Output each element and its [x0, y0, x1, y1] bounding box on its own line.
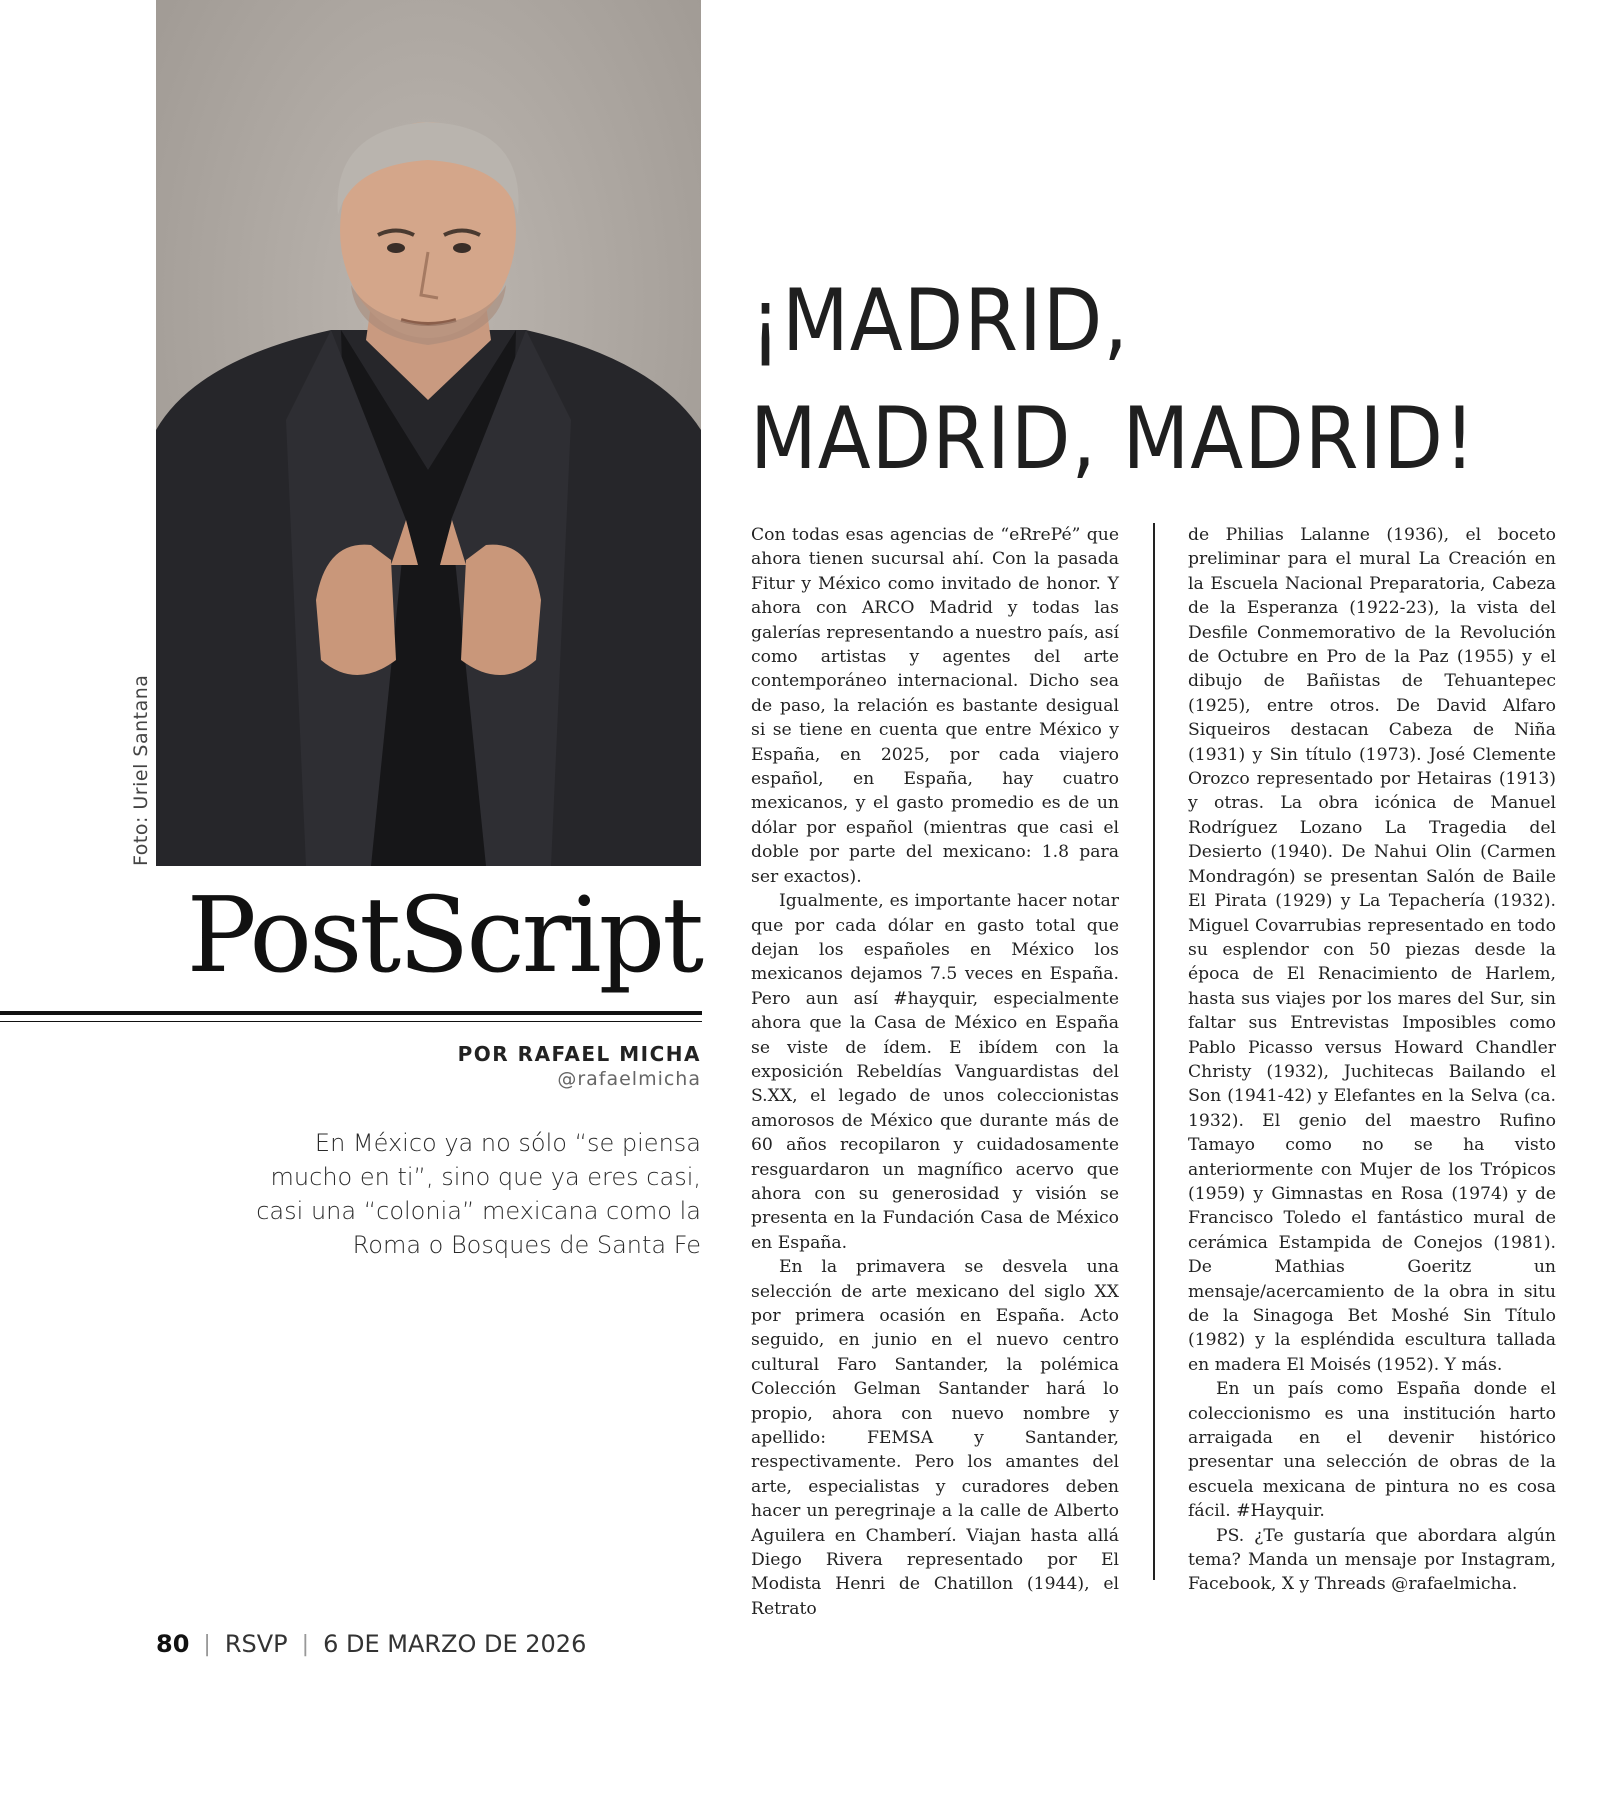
footer-separator: |: [301, 1631, 310, 1657]
pull-quote: En México ya no sólo “se piensa mucho en ti”, sino que ya eres casi, casi una “colonia” mexicana como la Roma o Bosques de Santa Fe: [256, 1129, 701, 1259]
headline-line-1: ¡MADRID,: [750, 271, 1129, 371]
column2-paragraph-1: de Philias Lalanne (1936), el boceto preliminar para el mural La Creación en la Escuela Nacional Preparatoria, Cabeza de la Esperanza (1922-23), la vista del Desfile Conmemorativo de la Revolución de Octubre en Pro de la Paz (1955) y el dibujo de Bañistas de Tehuantepec (1925), entre otros. De David Alfaro Siqueiros destacan Cabeza de Niña (1931) y Sin título (1973). José Clemente Orozco representado por Hetairas (1913) y otras. La obra icónica de Manuel Rodríguez Lozano La Tragedia del Desierto (1940). De Nahui Olin (Carmen Mondragón) se presentan Salón de Baile El Pirata (1929) y La Tepachería (1932). Miguel Covarrubias representado en todo su esplendor con 50 piezas desde la época de El Renacimiento de Harlem, hasta sus viajes por los mares del Sur, sin faltar sus Entrevistas Imposibles como Pablo Picasso versus Howard Chandler Christy (1932), Juchitecas Bailando el Son (1941-42) y Elefantes en la Selva (ca. 1932). El genio del maestro Rufino Tamayo como no se ha visto anteriormente con Mujer de los Trópicos (1959) y Gimnastas en Rosa (1974) y de Francisco Toledo el fantástico mural de cerámica Estampida de Conejos (1981). De Mathias Goeritz un mensaje/acercamiento de la obra in situ de la Sinagoga Bet Moshé Sin Título (1982) y la espléndida escultura tallada en madera El Moisés (1952). Y más.: [1188, 525, 1556, 1375]
column2-paragraph-2: En un país como España donde el coleccionismo es una institución harto arraigada en el devenir histórico presentar una selección de obras de la escuela mexicana de pintura no es cosa fácil. #Hayquir.: [1188, 1379, 1556, 1522]
section-title: PostScript: [186, 874, 701, 996]
column2-paragraph-3: PS. ¿Te gustaría que abordara algún tema? Manda un mensaje por Instagram, Facebook, X y Threads @rafaelmicha.: [1188, 1525, 1556, 1595]
section-rule-thick: [0, 1011, 702, 1015]
section-rule-thin: [0, 1021, 702, 1022]
author-portrait-photo: [156, 0, 701, 866]
photo-credit: Foto: Uriel Santana: [130, 674, 152, 866]
article-column-2: [1188, 523, 1556, 1597]
author-handle: @rafaelmicha: [557, 1068, 701, 1090]
headline-line-2: MADRID, MADRID!: [750, 389, 1476, 489]
column1-paragraph-1: Con todas esas agencias de “eRrePé” que ahora tienen sucursal ahí. Con la pasada Fitur y México como invitado de honor. Y ahora con ARCO Madrid y todas las galerías representando a nuestro país, así como artistas y agentes del arte contemporáneo internacional. Dicho sea de paso, la relación es bastante desigual si se tiene en cuenta que entre México y España, en 2025, por cada viajero español, en España, hay cuatro mexicanos, y el gasto promedio es de un dólar por español (mientras que casi el doble por parte del mexicano: 1.8 para ser exactos).: [751, 525, 1119, 887]
column1-paragraph-3: En la primavera se desvela una selección de arte mexicano del siglo XX por primera ocasión en España. Acto seguido, en junio en el nuevo centro cultural Faro Santander, la polémica Colección Gelman Santander hará lo propio, ahora con nuevo nombre y apellido: FEMSA y Santander, respectivamente. Pero los amantes del arte, especialistas y curadores deben hacer un peregrinaje a la calle de Alberto Aguilera en Chamberí. Viajan hasta allá Diego Rivera representado por El Modista Henri de Chatillon (1944), el Retrato: [751, 1257, 1119, 1619]
magazine-name: RSVP: [224, 1630, 288, 1658]
article-column-1: [751, 523, 1119, 1621]
article-headline: [750, 262, 1570, 498]
page-number: 80: [156, 1630, 190, 1658]
column1-paragraph-2: Igualmente, es importante hacer notar que por cada dólar en gasto total que dejan los españoles en México los mexicanos dejamos 7.5 veces en España. Pero aun así #hayquir, especialmente ahora que la Casa de México en España se viste de ídem. E ibídem con la exposición Rebeldías Vanguardistas del S.XX, el legado de unos coleccionistas amorosos de México que durante más de 60 años recopilaron y cuidadosamente resguardaron un magnífico acervo que ahora con su generosidad y visión se presenta en la Fundación Casa de México en España.: [751, 891, 1119, 1253]
issue-date: 6 DE MARZO DE 2026: [323, 1630, 587, 1658]
page-footer: [156, 1630, 586, 1658]
portrait-illustration: [156, 0, 701, 866]
footer-separator: |: [203, 1631, 211, 1657]
column-divider: [1153, 523, 1155, 1580]
author-byline: POR RAFAEL MICHA: [457, 1042, 701, 1066]
